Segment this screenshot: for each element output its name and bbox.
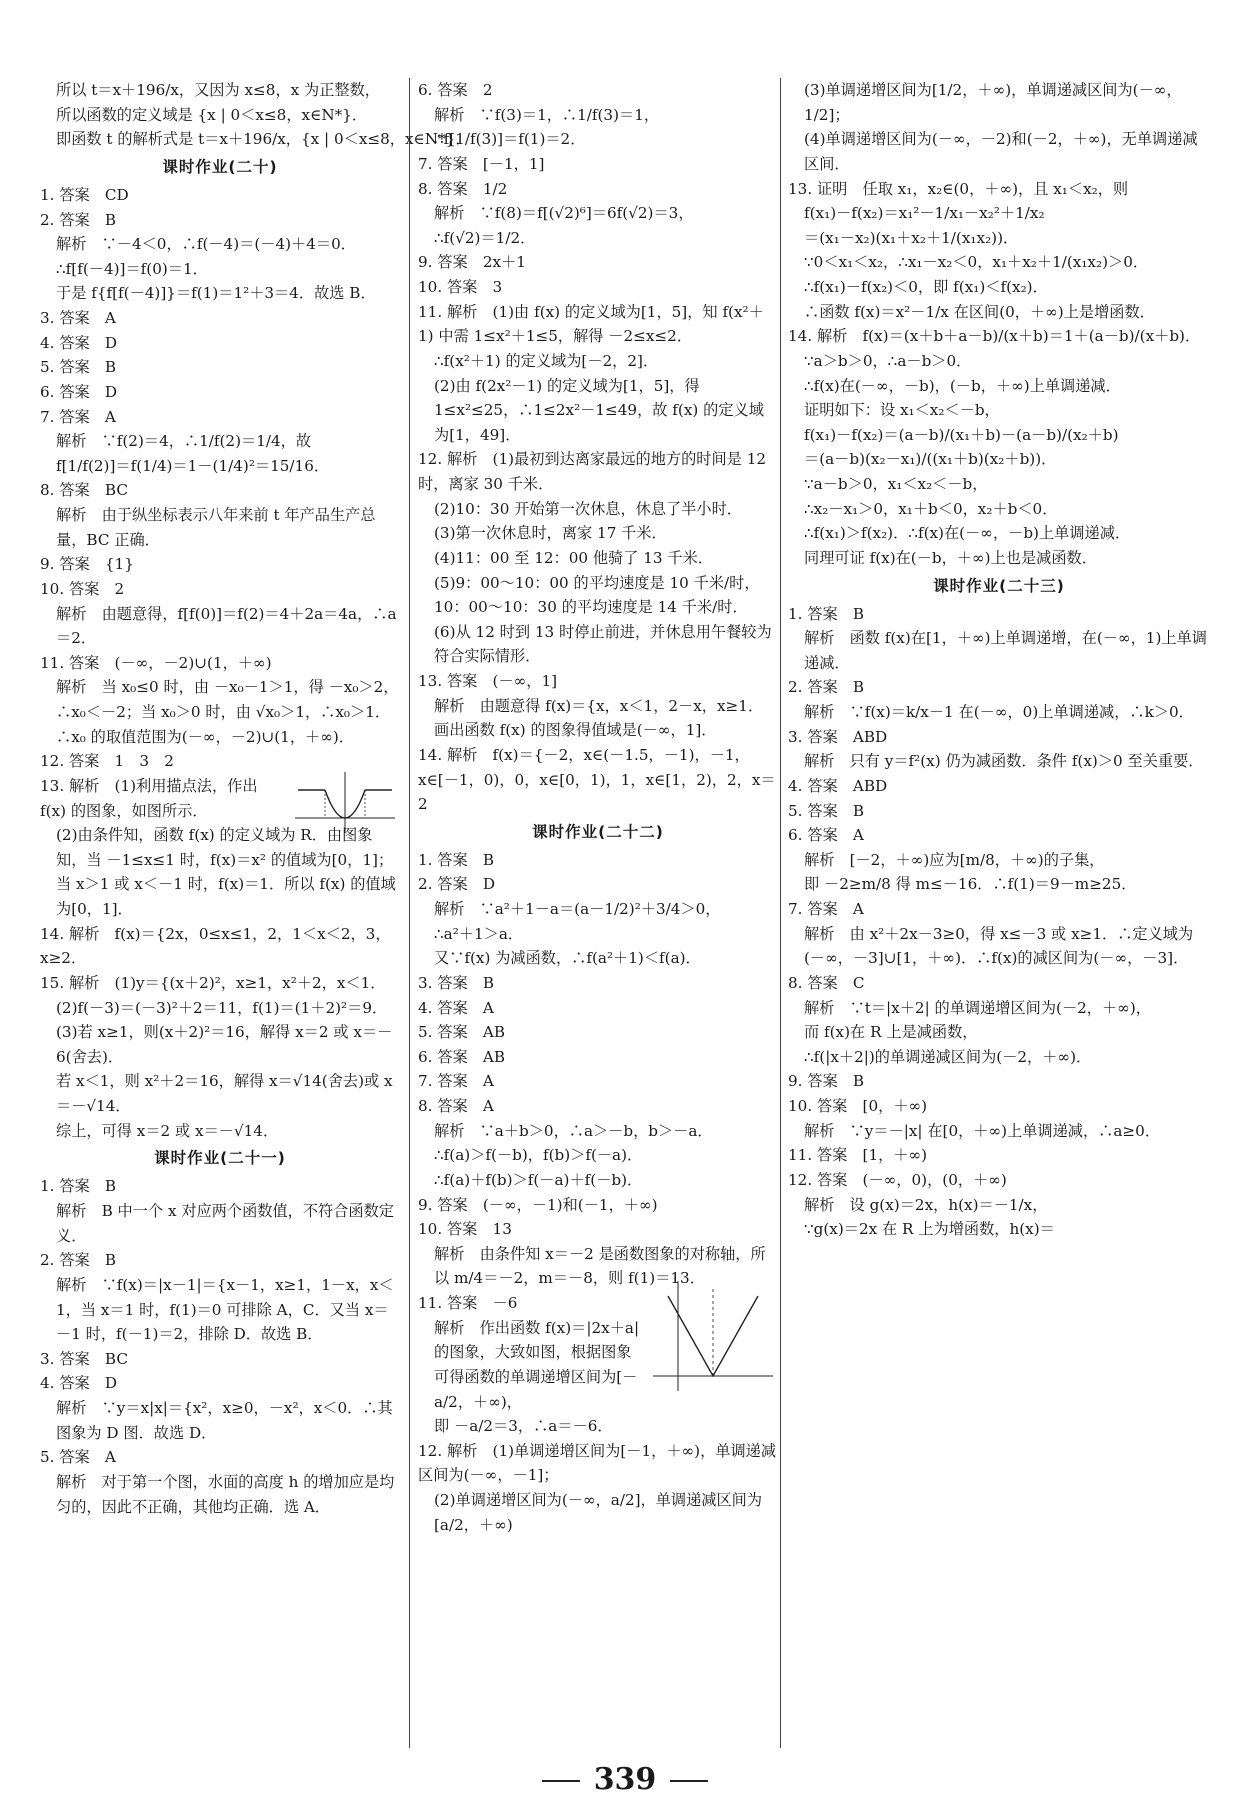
answer-line: 4. 答案 A	[418, 998, 494, 1017]
text-line: ∴f(√2)＝1/2．	[434, 228, 536, 247]
section-heading: 课时作业(二十三)	[933, 576, 1065, 595]
text-line: 14. 解析 f(x)＝{－2，x∈(－1.5，－1)，－1，x∈[－1，0)，0，x∈[0，1)，1，x∈[1，2)，2，x＝2	[418, 745, 776, 814]
text-line: 解析 ∵f(x)＝|x－1|＝{x－1，x≥1，1－x，x＜1，当 x＝1 时，f(1)＝0 可排除 A，C．又当 x＝－1 时，f(－1)＝2，排除 D．故选 B．	[56, 1275, 394, 1344]
answer-line: 6. 答案 2	[418, 81, 493, 99]
text-line: 解析 ∵y＝x|x|＝{x²，x≥0，－x²，x＜0．∴其图象为 D 图．故选 D．	[56, 1399, 393, 1442]
text-line: 11. 解析 (1)由 f(x) 的定义域为[1，5]，知 f(x²＋1) 中需 1≤x²＋1≤5，解得 －2≤x≤2．	[418, 302, 764, 346]
text-line: 14. 解析 f(x)＝{2x，0≤x≤1，2，1＜x＜2，3，x≥2．	[40, 924, 391, 968]
section-heading: 课时作业(二十二)	[532, 822, 664, 841]
text-line: (3)第一次休息时，离家 17 千米．	[434, 524, 667, 543]
answer-line: 8. 答案 A	[418, 1097, 494, 1116]
answer-line: 2. 答案 D	[418, 875, 496, 894]
text-line: (3)单调递增区间为[1/2，＋∞)，单调递减区间为(－∞，1/2]；	[804, 81, 1182, 124]
text-line: f(x₁)－f(x₂)＝x₁²－1/x₁－x₂²＋1/x₂	[804, 204, 1045, 223]
text-line: f[1/f(2)]＝f(1/4)＝1－(1/4)²＝15/16．	[56, 456, 330, 475]
text-line: ＝(x₁－x₂)(x₁＋x₂＋1/(x₁x₂))．	[804, 228, 1019, 247]
text-line: 解析 函数 f(x)在[1，＋∞)上单调递增，在(－∞，1)上单调递减．	[804, 629, 1207, 672]
answer-line: 5. 答案 B	[788, 801, 865, 820]
middle-column	[418, 78, 778, 1537]
page-number-dash-right	[670, 1780, 708, 1782]
answer-line: 13. 答案 (－∞，1]	[418, 672, 558, 690]
section-heading: 课时作业(二十)	[162, 157, 278, 176]
answer-line: 11. 答案 －6	[418, 1294, 518, 1313]
text-line: 解析 作出函数 f(x)＝|2x＋a| 的图象，大致如图，根据图象可得函数的单调递增区间为[－a/2，＋∞)，	[434, 1318, 640, 1411]
text-line: 而 f(x)在 R 上是减函数，	[804, 1023, 978, 1042]
text-line: 解析 由条件知 x＝－2 是函数图象的对称轴，所以 m/4＝－2，m＝－8，则 f(1)＝13．	[434, 1244, 766, 1288]
text-line: ∴f(a)＞f(－b)，f(b)＞f(－a)．	[434, 1146, 643, 1165]
answer-line: 6. 答案 AB	[418, 1047, 506, 1066]
answer-line: 9. 答案 {1}	[40, 555, 134, 574]
text-line: 又∵f(x) 为减函数，∴f(a²＋1)＜f(a)．	[434, 949, 701, 968]
page-number-dash-left	[542, 1780, 580, 1782]
text-line: 解析 由于纵坐标表示八年来前 t 年产品生产总量，BC 正确．	[56, 506, 376, 549]
text-line: 解析 ∵y＝－|x| 在[0，＋∞)上单调递减，∴a≥0．	[804, 1121, 1161, 1140]
text-line: 解析 ∵a²＋1－a＝(a－1/2)²＋3/4＞0，	[434, 900, 721, 919]
text-line: ∴f(|x＋2|)的单调递减区间为(－2，＋∞)．	[804, 1047, 1092, 1066]
text-line: 综上，可得 x＝2 或 x＝－√14．	[56, 1121, 279, 1140]
answer-line: 8. 答案 1/2	[418, 179, 508, 198]
text-line: 14. 解析 f(x)＝(x＋b＋a－b)/(x＋b)＝1＋(a－b)/(x＋b)．	[788, 327, 1201, 346]
text-line: 15. 解析 (1)y＝{(x＋2)²，x≥1，x²＋2，x＜1．	[40, 973, 386, 992]
text-line: 解析 ∵f(3)＝1，∴1/f(3)＝1，	[434, 105, 660, 124]
text-line: 即 －2≥m/8 得 m≤－16．∴f(1)＝9－m≥25．	[804, 875, 1137, 894]
text-line: 解析 由题意得 f(x)＝{x，x＜1，2－x，x≥1．画出函数 f(x) 的图象得值域是(－∞，1]．	[434, 696, 764, 740]
answer-line: 2. 答案 B	[40, 210, 117, 229]
text-line: (4)单调递增区间为(－∞，－2)和(－2，＋∞)，无单调递减区间．	[804, 130, 1198, 173]
answer-line: 1. 答案 B	[788, 604, 865, 623]
text-line: 解析 ∵t＝|x＋2| 的单调递增区间为(－2，＋∞)，	[804, 998, 1151, 1017]
answer-line: 3. 答案 ABD	[788, 727, 888, 746]
answer-line: 4. 答案 ABD	[788, 776, 888, 795]
text-line: 12. 解析 (1)最初到达离家最远的地方的时间是 12 时，离家 30 千米．	[418, 450, 767, 493]
column-divider-2	[780, 78, 781, 1748]
text-line: 12. 解析 (1)单调递增区间为[－1，＋∞)，单调递减区间为(－∞，－1]；	[418, 1441, 777, 1485]
answer-line: 8. 答案 BC	[40, 481, 128, 500]
text-line: 解析 ∵f(2)＝4，∴1/f(2)＝1/4，故	[56, 432, 312, 451]
answer-line: 1. 答案 B	[40, 1177, 117, 1196]
text-line: (2)由条件知，函数 f(x) 的定义域为 R．由图象知，当 －1≤x≤1 时，f(x)＝x² 的值域为[0，1]；当 x＞1 或 x＜－1 时，f(x)＝1．所以 f(x) 的值域为[0，1]．	[56, 826, 396, 919]
answer-line: 1. 答案 CD	[40, 185, 129, 204]
text-line: 解析 设 g(x)＝2x，h(x)＝－1/x，	[804, 1195, 1048, 1214]
text-line: ∵a＞b＞0，∴a－b＞0．	[804, 351, 972, 370]
answer-line: 7. 答案 A	[788, 900, 864, 919]
answer-line: 9. 答案 (－∞，－1)和(－1，＋∞)	[418, 1195, 658, 1214]
text-line: 解析 由题意得，f[f(0)]＝f(2)＝4＋2a＝4a，∴a＝2．	[56, 604, 397, 648]
answer-line: 5. 答案 B	[40, 358, 117, 377]
answer-line: 2. 答案 B	[788, 678, 865, 697]
text-line: 解析 只有 y＝f²(x) 仍为减函数．条件 f(x)＞0 至关重要．	[804, 752, 1204, 771]
text-line: 解析 对于第一个图，水面的高度 h 的增加应是均匀的，因此不正确，其他均正确．选 A．	[56, 1472, 395, 1516]
text-line: ∵g(x)＝2x 在 R 上为增函数，h(x)＝	[804, 1220, 1055, 1239]
text-line: 13. 证明 任取 x₁，x₂∈(0，＋∞)，且 x₁＜x₂，则	[788, 179, 1129, 198]
text-line: (3)若 x≥1，则(x＋2)²＝16，解得 x＝2 或 x＝－6(舍去)．	[56, 1023, 393, 1066]
text-line: (2)由 f(2x²－1) 的定义域为[1，5]，得 1≤x²≤25，∴1≤2x²－1≤49，故 f(x) 的定义域为[1，49]．	[434, 376, 764, 444]
text-line: 13. 解析 (1)利用描点法，作出 f(x) 的图象，如图所示．	[40, 776, 258, 820]
answer-line: 5. 答案 AB	[418, 1023, 506, 1042]
text-line: 所以 t＝x＋196/x，又因为 x≤8，x 为正整数，	[56, 81, 380, 99]
answer-line: 1. 答案 B	[418, 850, 495, 869]
text-line: (6)从 12 时到 13 时停止前进，并休息用午餐较为符合实际情形．	[434, 622, 772, 666]
answer-line: 3. 答案 A	[40, 309, 116, 328]
text-line: ∴f(a)＋f(b)＞f(－a)＋f(－b)．	[434, 1170, 643, 1189]
answer-line: 12. 答案 1 3 2	[40, 752, 174, 771]
answer-line: 10. 答案 3	[418, 278, 503, 296]
answer-line: 10. 答案 2	[40, 579, 125, 598]
function-graph-11	[648, 1276, 778, 1396]
answer-line: 12. 答案 (－∞，0)，(0，＋∞)	[788, 1170, 1007, 1189]
text-line: f(x₁)－f(x₂)＝(a－b)/(x₁＋b)－(a－b)/(x₂＋b)	[804, 425, 1119, 444]
answer-line: 5. 答案 A	[40, 1448, 116, 1467]
text-line: 证明如下：设 x₁＜x₂＜－b，	[804, 401, 1000, 420]
answer-line: 11. 答案 [1，＋∞)	[788, 1146, 928, 1165]
answer-line: 7. 答案 A	[418, 1072, 494, 1091]
text-line: ∴f(x)在(－∞，－b)，(－b，＋∞)上单调递减．	[804, 376, 1121, 395]
text-line: 即函数 t 的解析式是 t＝x＋196/x，{x | 0＜x≤8，x∈N*}．	[56, 130, 471, 149]
answer-line: 4. 答案 D	[40, 1374, 118, 1393]
answer-line: 2. 答案 B	[40, 1251, 117, 1270]
text-line: 即 －a/2＝3，∴a＝－6．	[434, 1417, 613, 1436]
answer-line: 9. 答案 B	[788, 1072, 865, 1091]
answer-line: 7. 答案 A	[40, 407, 116, 426]
text-line: ∵0＜x₁＜x₂，∴x₁－x₂＜0，x₁＋x₂＋1/(x₁x₂)＞0．	[804, 253, 1149, 272]
text-line: 解析 由 x²＋2x－3≥0，得 x≤－3 或 x≥1．∴定义域为(－∞，－3]∪[1，＋∞)．∴f(x)的减区间为(－∞，－3]．	[804, 924, 1194, 968]
text-line: (2)10：30 开始第一次休息，休息了半小时．	[434, 499, 742, 518]
text-line: 解析 ∵－4＜0，∴f(－4)＝(－4)＋4＝0．	[56, 235, 356, 254]
answer-line: 10. 答案 [0，＋∞)	[788, 1097, 928, 1116]
answer-line: 9. 答案 2x＋1	[418, 253, 526, 272]
text-line: 解析 B 中一个 x 对应两个函数值，不符合函数定义．	[56, 1202, 394, 1245]
answer-line: 3. 答案 BC	[40, 1349, 128, 1368]
text-line: 解析 当 x₀≤0 时，由 －x₀－1＞1，得 －x₀＞2，∴x₀＜－2；当 x₀＞0 时，由 √x₀＞1，∴x₀＞1．∴x₀ 的取值范围为(－∞，－2)∪(1，＋∞)．	[56, 678, 399, 746]
page-number-text: 339	[593, 1762, 657, 1797]
text-line: (4)11：00 至 12：00 他骑了 13 千米．	[434, 548, 713, 567]
text-line: 解析 ∵a＋b＞0，∴a＞－b，b＞－a．	[434, 1121, 713, 1140]
text-line: ∴f(x₁)－f(x₂)＜0，即 f(x₁)＜f(x₂)．	[804, 278, 1048, 296]
text-line: ∴x₂－x₁＞0，x₁＋b＜0，x₂＋b＜0．	[804, 499, 1058, 518]
column-divider-1	[409, 78, 410, 1748]
answer-line: 3. 答案 B	[418, 973, 495, 992]
text-line: ∵a－b＞0，x₁＜x₂＜－b，	[804, 475, 988, 493]
answer-line: 8. 答案 C	[788, 973, 865, 992]
text-line: 于是 f{f[f(－4)]}＝f(1)＝1²＋3＝4．故选 B．	[56, 284, 376, 303]
text-line: ∴函数 f(x)＝x²－1/x 在区间(0，＋∞)上是增函数．	[804, 302, 1155, 321]
text-line: ∴f[1/f(3)]＝f(1)＝2．	[434, 130, 586, 149]
text-line: ∴f(x²＋1) 的定义域为[－2，2]．	[434, 351, 659, 370]
text-line: (2)单调递增区间为(－∞，a/2]，单调递减区间为[a/2，＋∞)	[434, 1491, 763, 1534]
answer-line: 11. 答案 (－∞，－2)∪(1，＋∞)	[40, 653, 272, 672]
text-line: (5)9：00～10：00 的平均速度是 10 千米/时，10：00～10：30 的平均速度是 14 千米/时．	[434, 573, 760, 617]
section-heading: 课时作业(二十一)	[154, 1149, 286, 1168]
text-line: 解析 ∵f(8)＝f[(√2)⁶]＝6f(√2)＝3，	[434, 204, 694, 223]
answer-line: 6. 答案 D	[40, 382, 118, 401]
text-line: ∴f(x₁)＞f(x₂)．∴f(x)在(－∞，－b)上单调递减．	[804, 524, 1131, 543]
text-line: 解析 [－2，＋∞)应为[m/8，＋∞)的子集，	[804, 850, 1105, 869]
right-column	[788, 78, 1210, 1242]
text-line: ∴f[f(－4)]＝f(0)＝1．	[56, 259, 208, 278]
text-line: 解析 ∵f(x)＝k/x－1 在(－∞，0)上单调递减，∴k＞0．	[804, 703, 1194, 722]
answer-line: 10. 答案 13	[418, 1220, 512, 1239]
function-graph-13	[290, 768, 400, 838]
text-line: 所以函数的定义域是 {x | 0＜x≤8，x∈N*}．	[56, 105, 368, 124]
answer-line: 7. 答案 [－1，1]	[418, 154, 545, 173]
text-line: (2)f(－3)＝(－3)²＋2＝11，f(1)＝(1＋2)²＝9．	[56, 998, 388, 1017]
text-line: 若 x＜1，则 x²＋2＝16，解得 x＝√14(舍去)或 x＝－√14．	[56, 1072, 393, 1116]
text-line: ∴a²＋1＞a．	[434, 924, 524, 943]
answer-line: 4. 答案 D	[40, 333, 118, 352]
text-line: ＝(a－b)(x₂－x₁)/((x₁＋b)(x₂＋b))．	[804, 450, 1057, 469]
text-line: 同理可证 f(x)在(－b，＋∞)上也是减函数．	[804, 548, 1097, 567]
page-number	[0, 1762, 1250, 1797]
answer-line: 6. 答案 A	[788, 826, 864, 845]
